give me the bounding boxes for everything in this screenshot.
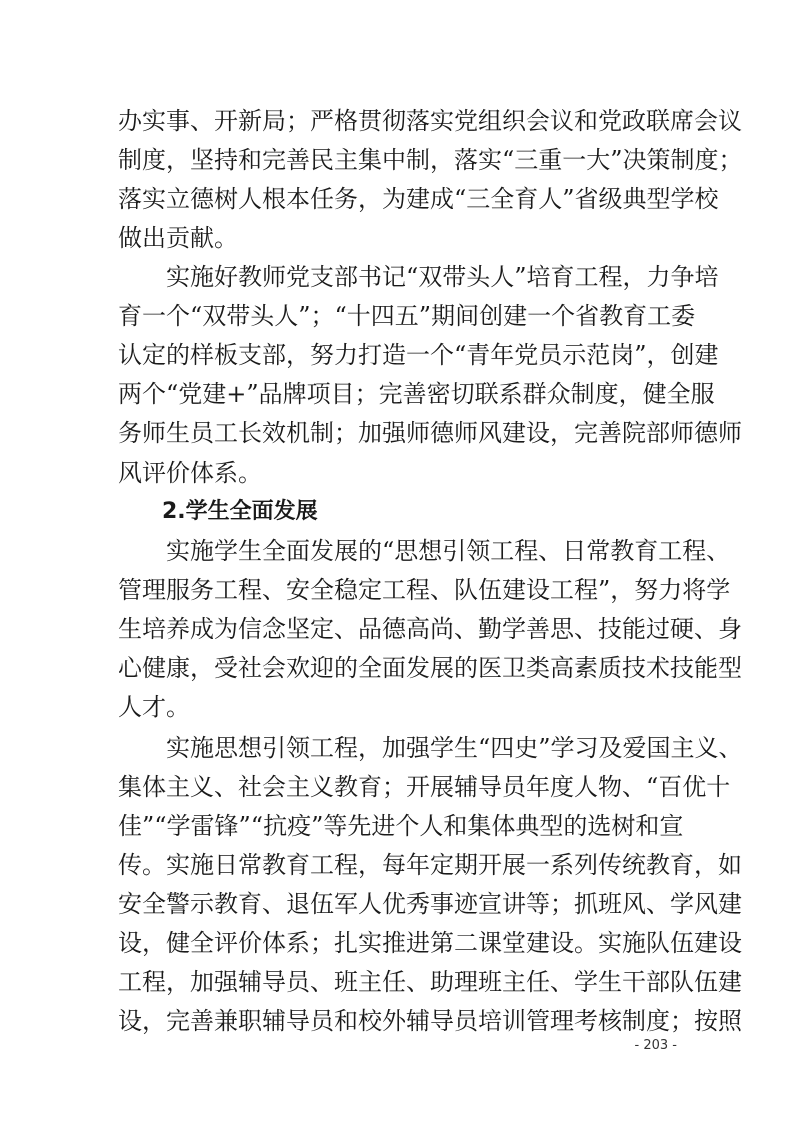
paragraph-4-line-3: 佳”“学雷锋”“抗疫”等先进个人和集体典型的选树和宣 [118,811,684,840]
paragraph-4-line-6: 设，健全评价体系；扎实推进第二课堂建设。实施队伍建设 [118,928,742,957]
paragraph-1-line-3: 落实立德树人根本任务，为建成“三全育人”省级典型学校 [118,185,719,214]
paragraph-4-line-1: 实施思想引领工程，加强学生“四史”学习及爱国主义、 [166,733,743,762]
paragraph-4-line-2: 集体主义、社会主义教育；开展辅导员年度人物、“百优十 [118,772,731,801]
paragraph-4-line-8: 设，完善兼职辅导员和校外辅导员培训管理考核制度；按照 [118,1007,742,1035]
paragraph-1-line-2: 制度，坚持和完善民主集中制，落实“三重一大”决策制度； [118,146,743,175]
paragraph-4-line-7: 工程，加强辅导员、班主任、助理班主任、学生干部队伍建 [118,967,742,996]
paragraph-2-line-1: 实施好教师党支部书记“双带头人”培育工程，力争培 [166,263,719,292]
paragraph-3-line-4: 心健康，受社会欢迎的全面发展的医卫类高素质技术技能型 [118,653,742,682]
paragraph-1-line-1: 办实事、开新局；严格贯彻落实党组织会议和党政联席会议 [118,107,742,135]
paragraph-3-line-5: 人才。 [118,692,190,721]
paragraph-1-line-4: 做出贡献。 [118,224,238,253]
paragraph-2-line-2: 育一个“双带头人”；“十四五”期间创建一个省教育工委 [118,302,696,331]
page-number: - 203 - [634,1038,677,1053]
paragraph-2-line-5: 务师生员工长效机制；加强师德师风建设，完善院部师德师 [118,419,742,448]
paragraph-2-line-6: 风评价体系。 [118,458,262,487]
paragraph-2-line-4: 两个“党建+”品牌项目；完善密切联系群众制度，健全服 [118,380,715,409]
paragraph-4-line-4: 传。实施日常教育工程，每年定期开展一系列传统教育，如 [118,850,742,879]
paragraph-4-line-5: 安全警示教育、退伍军人优秀事迹宣讲等；抓班风、学风建 [118,889,742,918]
paragraph-3-line-2: 管理服务工程、安全稳定工程、队伍建设工程”，努力将学 [118,575,731,604]
paragraph-3-line-3: 生培养成为信念坚定、品德高尚、勤学善思、技能过硬、身 [118,614,742,643]
paragraph-2-line-3: 认定的样板支部，努力打造一个“青年党员示范岗”，创建 [118,341,719,370]
paragraph-3-line-1: 实施学生全面发展的“思想引领工程、日常教育工程、 [166,536,731,565]
section-heading: 2.学生全面发展 [162,498,318,524]
